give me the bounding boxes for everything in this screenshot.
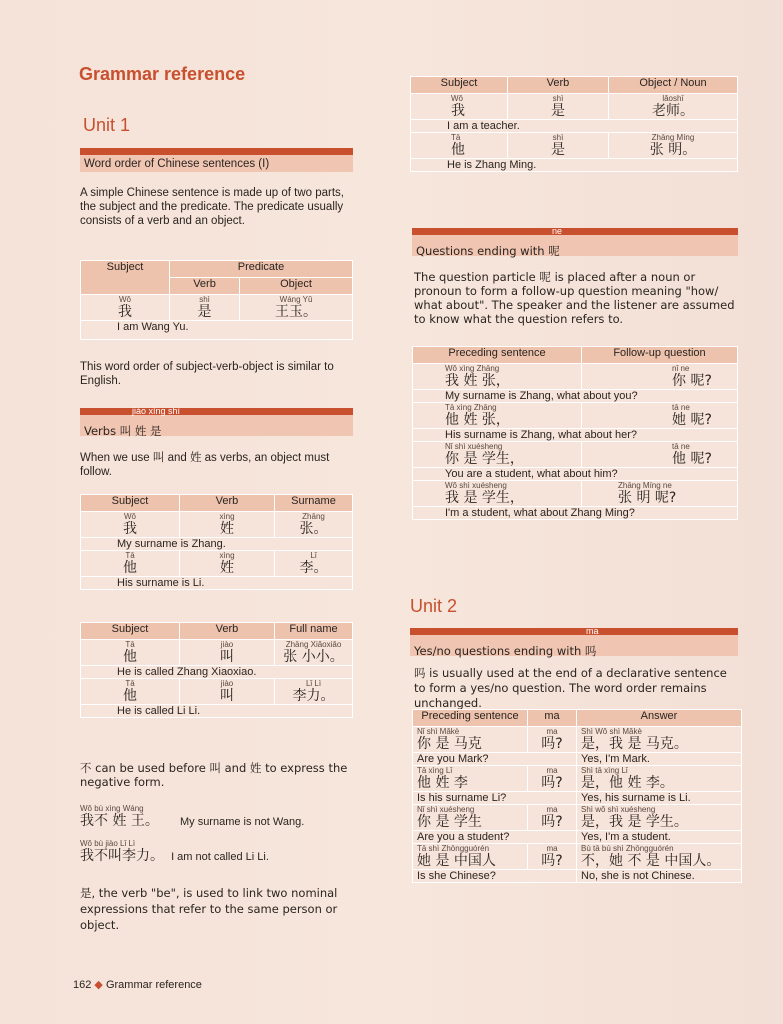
- hanzi-text: 老师。: [652, 103, 694, 119]
- section-note: This word order of subject-verb-object is similar to English.: [80, 361, 334, 387]
- hanzi-text: 是，他 姓 李。: [581, 775, 674, 791]
- section-header-label: Verbs 叫 姓 是: [84, 424, 162, 438]
- table-row: [81, 679, 353, 705]
- translation-text: Are you Mark?: [413, 753, 577, 766]
- translation-text: My surname is Zhang, what about you?: [413, 390, 738, 403]
- follow-up-table: [412, 346, 738, 520]
- pinyin-text: shì: [199, 295, 210, 304]
- column-header: Object / Noun: [609, 77, 738, 94]
- hanzi-text: 是: [551, 103, 565, 119]
- table-row: [413, 870, 742, 883]
- table-row: [411, 120, 738, 133]
- example-sentence: [80, 804, 304, 829]
- column-header: Verb: [180, 623, 275, 640]
- column-header: Surname: [275, 495, 353, 512]
- hanzi-text: 吗?: [541, 853, 563, 869]
- table-row: [413, 364, 738, 390]
- column-header: Full name: [275, 623, 353, 640]
- pinyin-text: xìng: [219, 551, 235, 560]
- table-row: [411, 133, 738, 159]
- column-header: ma: [528, 710, 577, 727]
- pinyin-text: Shì Wǒ shì Mǎkè: [581, 727, 642, 736]
- table-row: [413, 481, 738, 507]
- translation-text: You are a student, what about him?: [413, 468, 738, 481]
- hanzi-text: 王玉。: [275, 304, 318, 320]
- page-main-heading: Grammar reference: [79, 64, 246, 84]
- hanzi-text: 吗?: [541, 775, 563, 791]
- translation-text: He is Zhang Ming.: [411, 159, 738, 172]
- translation-text: Are you a student?: [413, 831, 577, 844]
- section-paragraph: The question particle 呢 is placed after a noun or pronoun to form a follow-up question meaning "how/ what about". The speaker and the listener are assumed to know what the question refers to.: [414, 270, 735, 326]
- hanzi-text: 是: [551, 142, 565, 158]
- predicate-table: [80, 260, 353, 340]
- translation-text: He is called Zhang Xiaoxiao.: [81, 666, 353, 679]
- table-row: [413, 805, 742, 831]
- pinyin-text: ma: [546, 844, 558, 853]
- hanzi-text: 你 是 学生: [417, 814, 482, 830]
- column-header: Subject: [411, 77, 508, 94]
- pinyin-text: shì: [552, 94, 564, 103]
- hanzi-text: 姓: [220, 521, 234, 537]
- hanzi-text: 他: [123, 560, 137, 576]
- page-footer: [73, 978, 202, 991]
- section-header-label: Yes/no questions ending with 吗: [414, 644, 597, 658]
- translation-text: Yes, I'm Mark.: [577, 753, 742, 766]
- table-row: [413, 429, 738, 442]
- footer-label: Grammar reference: [105, 979, 202, 991]
- translation-text: Is she Chinese?: [413, 870, 577, 883]
- pinyin-text: Shì wǒ shì xuésheng: [581, 805, 656, 814]
- hanzi-text: 张 明。: [649, 142, 697, 158]
- hanzi-text: 是，我 是 学生。: [581, 814, 688, 830]
- translation-text: Yes, his surname is Li.: [577, 792, 742, 805]
- table-row: [413, 792, 742, 805]
- hanzi-text: 叫: [220, 649, 234, 665]
- hanzi-text: 吗?: [541, 736, 563, 752]
- translation-text: No, she is not Chinese.: [577, 870, 742, 883]
- pinyin-text: Tā xìng Lǐ: [417, 766, 453, 775]
- table-row: [81, 295, 353, 321]
- hanzi-text: 张 明 呢?: [618, 490, 677, 506]
- pinyin-text: tā ne: [672, 442, 690, 451]
- column-header: Subject: [81, 623, 180, 640]
- hanzi-text: 是，我 是 马克。: [581, 736, 688, 752]
- pinyin-text: Tā: [125, 640, 135, 649]
- hanzi-text: 他 姓 李: [417, 775, 468, 791]
- translation-text: I'm a student, what about Zhang Ming?: [413, 507, 738, 520]
- table-row: [413, 766, 742, 792]
- translation-text: Yes, I'm a student.: [577, 831, 742, 844]
- pinyin-text: Wǒ: [124, 512, 136, 521]
- table-row: [413, 831, 742, 844]
- section-header-pinyin: jiào xìng shì: [132, 406, 181, 416]
- pinyin-text: Wǒ bù xìng Wáng: [80, 804, 144, 813]
- hanzi-text: 我: [118, 304, 132, 320]
- hanzi-text: 姓: [220, 560, 234, 576]
- hanzi-text: 我: [123, 521, 137, 537]
- pinyin-text: Tā: [451, 133, 461, 142]
- hanzi-text: 他 呢?: [672, 451, 712, 467]
- pinyin-text: Wǒ xìng Zhāng: [445, 364, 500, 373]
- hanzi-text: 吗?: [541, 814, 563, 830]
- table-row: [81, 640, 353, 666]
- unit1-heading: Unit 1: [83, 115, 131, 135]
- hanzi-text: 她 呢?: [672, 412, 712, 428]
- column-header: Follow-up question: [582, 347, 738, 364]
- hanzi-text: 我 是 学生，: [445, 490, 524, 506]
- hanzi-text: 我不 姓 王。: [80, 813, 159, 829]
- pinyin-text: ma: [546, 727, 558, 736]
- column-header: Subject: [81, 261, 170, 295]
- section-paragraph: A simple Chinese sentence is made up of two parts, the subject and the predicate. The predicate usually consists of a verb and an object.: [80, 187, 345, 227]
- hanzi-text: 你 呢?: [672, 373, 712, 389]
- table-row: [81, 551, 353, 577]
- hanzi-text: 我: [451, 103, 465, 119]
- section-paragraph: When we use 叫 and 姓 as verbs, an object must follow.: [80, 452, 330, 478]
- table-row: [413, 442, 738, 468]
- pinyin-text: Nǐ shì xuésheng: [445, 442, 503, 451]
- hanzi-text: 张。: [299, 521, 328, 537]
- unit2-heading: Unit 2: [410, 596, 458, 616]
- column-header: Verb: [180, 495, 275, 512]
- page-number: 162: [73, 979, 92, 991]
- section-header-verbs: [80, 408, 353, 436]
- table-row: [81, 705, 353, 718]
- pinyin-text: Nǐ shì xuésheng: [417, 805, 475, 814]
- negative-note: 不 can be used before 叫 and 姓 to express the negative form.: [80, 761, 348, 789]
- hanzi-text: 他: [123, 649, 137, 665]
- hanzi-text: 是: [197, 304, 212, 320]
- translation-text: His surname is Li.: [81, 577, 353, 590]
- translation-text: Is his surname Li?: [413, 792, 577, 805]
- section-header-label: Questions ending with 呢: [416, 244, 560, 258]
- section-header-ma: [410, 628, 738, 656]
- section-header-word-order: [80, 148, 353, 172]
- pinyin-text: ma: [546, 766, 558, 775]
- object-table: [410, 76, 738, 172]
- diamond-icon: ◆: [94, 979, 103, 991]
- section-header-pinyin: ne: [552, 226, 563, 236]
- hanzi-text: 我 姓 张，: [445, 373, 510, 389]
- pinyin-text: Tā: [125, 679, 135, 688]
- hanzi-text: 他 姓 张，: [445, 412, 510, 428]
- pinyin-text: Bù tā bú shì Zhōngguórén: [581, 844, 674, 853]
- hanzi-text: 她 是 中国人: [417, 853, 496, 869]
- section-header-pinyin: ma: [586, 626, 599, 636]
- section-paragraph: 吗 is usually used at the end of a declarative sentence to form a yes/no question. The word order remains unchanged.: [414, 666, 727, 710]
- hanzi-text: 你 是 马克: [417, 736, 482, 752]
- pinyin-text: Zhāng Xiǎoxiǎo: [285, 640, 342, 649]
- hanzi-text: 叫: [220, 688, 234, 704]
- pinyin-text: Wǒ: [451, 94, 463, 103]
- table-row: [413, 403, 738, 429]
- hanzi-text: 他: [451, 142, 465, 158]
- table-row: [413, 468, 738, 481]
- pinyin-text: Zhāng Míng: [651, 133, 695, 142]
- pinyin-text: lǎoshī: [662, 94, 684, 103]
- pinyin-text: Wǒ: [119, 295, 131, 304]
- column-header: Predicate: [170, 261, 353, 278]
- column-header: Subject: [81, 495, 180, 512]
- hanzi-text: 不，她 不 是 中国人。: [581, 853, 721, 869]
- table-row: [413, 390, 738, 403]
- hanzi-text: 他: [123, 688, 137, 704]
- translation-text: His surname is Zhang, what about her?: [413, 429, 738, 442]
- pinyin-text: tā ne: [672, 403, 690, 412]
- pinyin-text: shì: [552, 133, 564, 142]
- table-row: [413, 844, 742, 870]
- table-row: [411, 94, 738, 120]
- hanzi-text: 李。: [299, 560, 328, 576]
- translation-text: I am Wang Yu.: [81, 321, 353, 340]
- table-row: [413, 753, 742, 766]
- pinyin-text: jiào: [220, 679, 234, 688]
- pinyin-text: Wáng Yǔ: [279, 295, 313, 304]
- translation-text: My surname is Zhang.: [81, 538, 353, 551]
- column-header: Answer: [577, 710, 742, 727]
- pinyin-text: xìng: [219, 512, 235, 521]
- pinyin-text: Zhāng Míng ne: [618, 481, 672, 490]
- surname-table: [80, 494, 353, 590]
- yes-no-table: [412, 709, 742, 883]
- table-row: [81, 512, 353, 538]
- pinyin-text: Nǐ shì Mǎkè: [417, 727, 460, 736]
- column-header: Object: [240, 278, 353, 295]
- column-header: Verb: [170, 278, 240, 295]
- hanzi-text: 我不叫李力。: [80, 848, 164, 864]
- column-header: Preceding sentence: [413, 710, 528, 727]
- pinyin-text: Lǐ Lì: [305, 679, 322, 688]
- hanzi-text: 张 小小。: [283, 649, 344, 665]
- pinyin-text: jiào: [220, 640, 234, 649]
- section-header-label: Word order of Chinese sentences (I): [84, 158, 270, 170]
- table-row: [81, 577, 353, 590]
- translation-text: I am a teacher.: [411, 120, 738, 133]
- translation-text: He is called Li Li.: [81, 705, 353, 718]
- pinyin-text: Wǒ shì xuésheng: [445, 481, 507, 490]
- section-header-ne: [412, 228, 738, 256]
- column-header: Verb: [508, 77, 609, 94]
- fullname-table: [80, 622, 353, 718]
- table-row: [411, 159, 738, 172]
- pinyin-text: Wǒ bù jiào Lǐ Lì: [80, 839, 136, 848]
- translation-text: My surname is not Wang.: [179, 816, 305, 828]
- hanzi-text: 李力。: [292, 688, 335, 704]
- pinyin-text: Tā shì Zhōngguórén: [417, 844, 490, 853]
- pinyin-text: Tā: [125, 551, 135, 560]
- pinyin-text: Zhāng: [302, 512, 325, 521]
- table-row: [81, 666, 353, 679]
- example-sentence: [80, 839, 269, 864]
- shi-note: 是, the verb "be", is used to link two nominal expressions that refer to the same person or object.: [80, 886, 338, 932]
- pinyin-text: Lǐ: [310, 551, 317, 560]
- table-row: [81, 538, 353, 551]
- pinyin-text: Tā xìng Zhāng: [445, 403, 497, 412]
- table-row: [81, 321, 353, 340]
- table-row: [413, 507, 738, 520]
- pinyin-text: Shì tā xìng Lǐ: [581, 766, 628, 775]
- pinyin-text: ma: [546, 805, 558, 814]
- pinyin-text: nǐ ne: [672, 364, 690, 373]
- table-row: [413, 727, 742, 753]
- column-header: Preceding sentence: [413, 347, 582, 364]
- hanzi-text: 你 是 学生，: [445, 451, 524, 467]
- translation-text: I am not called Li Li.: [171, 851, 269, 863]
